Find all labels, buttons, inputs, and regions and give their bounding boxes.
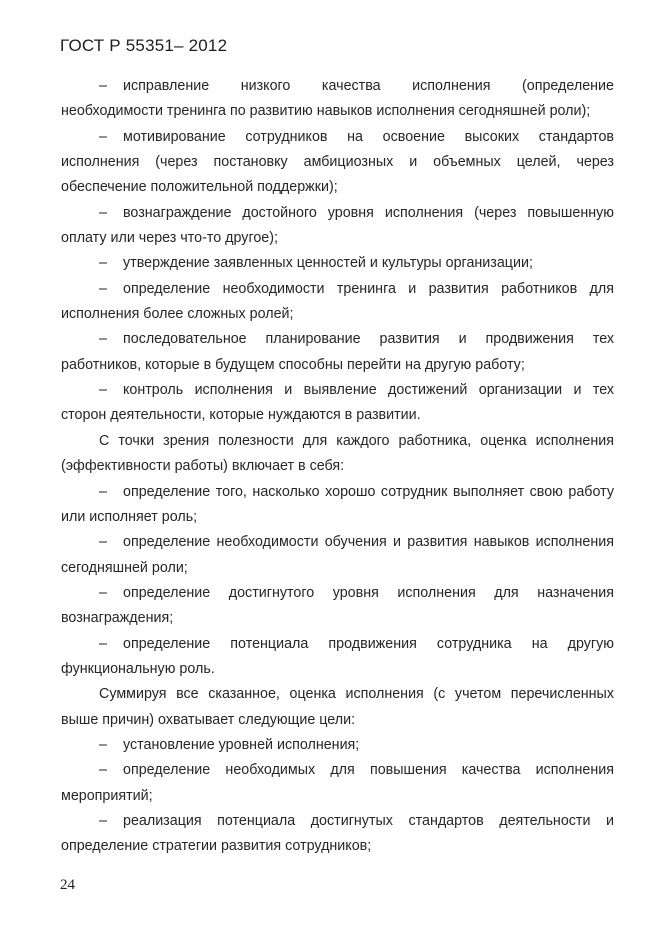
list-item-line [61, 809, 614, 834]
list-dash: – [99, 204, 107, 221]
list-item-line [61, 125, 614, 150]
line-text: исправление низкого качества исполнения (определение [123, 78, 614, 94]
line-text: исполнения более сложных ролей; [61, 306, 294, 323]
list-dash: – [99, 584, 107, 601]
text-line [61, 302, 614, 327]
list-dash: – [99, 78, 107, 94]
line-text: вознаграждение достойного уровня исполнения (через повышенную [123, 204, 614, 221]
paragraph-first-line [61, 682, 614, 707]
line-text: Суммируя все сказанное, оценка исполнения (с учетом перечисленных [99, 686, 614, 703]
list-item-line [61, 581, 614, 606]
list-dash: – [99, 635, 107, 652]
line-text: определение необходимости тренинга и развития работников для [123, 280, 614, 297]
text-line [61, 556, 614, 581]
line-text: определение того, насколько хорошо сотрудник выполняет свою работу [123, 483, 614, 500]
list-item-line [61, 480, 614, 505]
list-dash: – [99, 534, 107, 551]
text-line [61, 784, 614, 809]
list-dash: – [99, 382, 107, 399]
line-text: определение необходимых для повышения качества исполнения [123, 762, 614, 779]
list-item-line [61, 733, 614, 758]
text-line [61, 606, 614, 631]
list-item-line [61, 632, 614, 657]
list-item-line [61, 251, 614, 276]
list-dash: – [99, 331, 107, 348]
list-dash: – [99, 255, 107, 272]
text-line [61, 353, 614, 378]
text-line [61, 708, 614, 733]
line-text: С точки зрения полезности для каждого работника, оценка исполнения [99, 432, 614, 449]
line-text: исполнения (через постановку амбициозных и объемных целей, через [61, 154, 614, 171]
list-item-line [61, 74, 614, 99]
list-item-line [61, 758, 614, 783]
line-text: сегодняшней роли; [61, 559, 188, 576]
line-text: необходимости тренинга по развитию навыков исполнения сегодняшней роли); [61, 103, 591, 120]
line-text: реализация потенциала достигнутых стандартов деятельности и [123, 812, 614, 829]
text-line [61, 226, 614, 251]
line-text: (эффективности работы) включает в себя: [61, 458, 345, 475]
list-item-line [61, 378, 614, 403]
text-line [61, 150, 614, 175]
line-text: или исполняет роль; [61, 508, 198, 525]
text-line [61, 175, 614, 200]
line-text: сторон деятельности, которые нуждаются в развитии. [61, 407, 421, 424]
line-text: функциональную роль. [61, 660, 215, 677]
line-text: мероприятий; [61, 787, 153, 804]
line-text: мотивирование сотрудников на освоение высоких стандартов [123, 128, 614, 145]
list-item-line [61, 327, 614, 352]
text-line [61, 403, 614, 428]
text-line [61, 505, 614, 530]
page-number: 24 [60, 877, 75, 893]
line-text: определение достигнутого уровня исполнения для назначения [123, 584, 614, 601]
text-line [61, 834, 614, 859]
line-text: последовательное планирование развития и продвижения тех [123, 331, 614, 348]
line-text: определение потенциала продвижения сотрудника на другую [123, 635, 614, 652]
line-text: работников, которые в будущем способны перейти на другую работу; [61, 356, 525, 373]
list-item-line [61, 201, 614, 226]
line-text: определение стратегии развития сотрудников; [61, 838, 372, 855]
text-line [61, 99, 614, 124]
text-line [61, 454, 614, 479]
line-text: оплату или через что-то другое); [61, 230, 278, 247]
list-item-line [61, 530, 614, 555]
text-line [61, 657, 614, 682]
line-text: вознаграждения; [61, 610, 174, 627]
list-dash: – [99, 280, 107, 297]
list-item-line [61, 277, 614, 302]
document-header: ГОСТ Р 55351– 2012 [60, 36, 228, 55]
line-text: контроль исполнения и выявление достижений организации и тех [123, 382, 614, 399]
line-text: установление уровней исполнения; [123, 736, 360, 753]
paragraph-first-line [61, 429, 614, 454]
list-dash: – [99, 762, 107, 779]
line-text: утверждение заявленных ценностей и культуры организации; [123, 255, 533, 272]
document-body [61, 74, 614, 860]
line-text: выше причин) охватывает следующие цели: [61, 711, 356, 728]
line-text: определение необходимости обучения и развития навыков исполнения [123, 534, 614, 551]
line-text: обеспечение положительной поддержки); [61, 179, 338, 196]
list-dash: – [99, 128, 107, 145]
list-dash: – [99, 736, 107, 753]
list-dash: – [99, 483, 107, 500]
list-dash: – [99, 812, 107, 829]
